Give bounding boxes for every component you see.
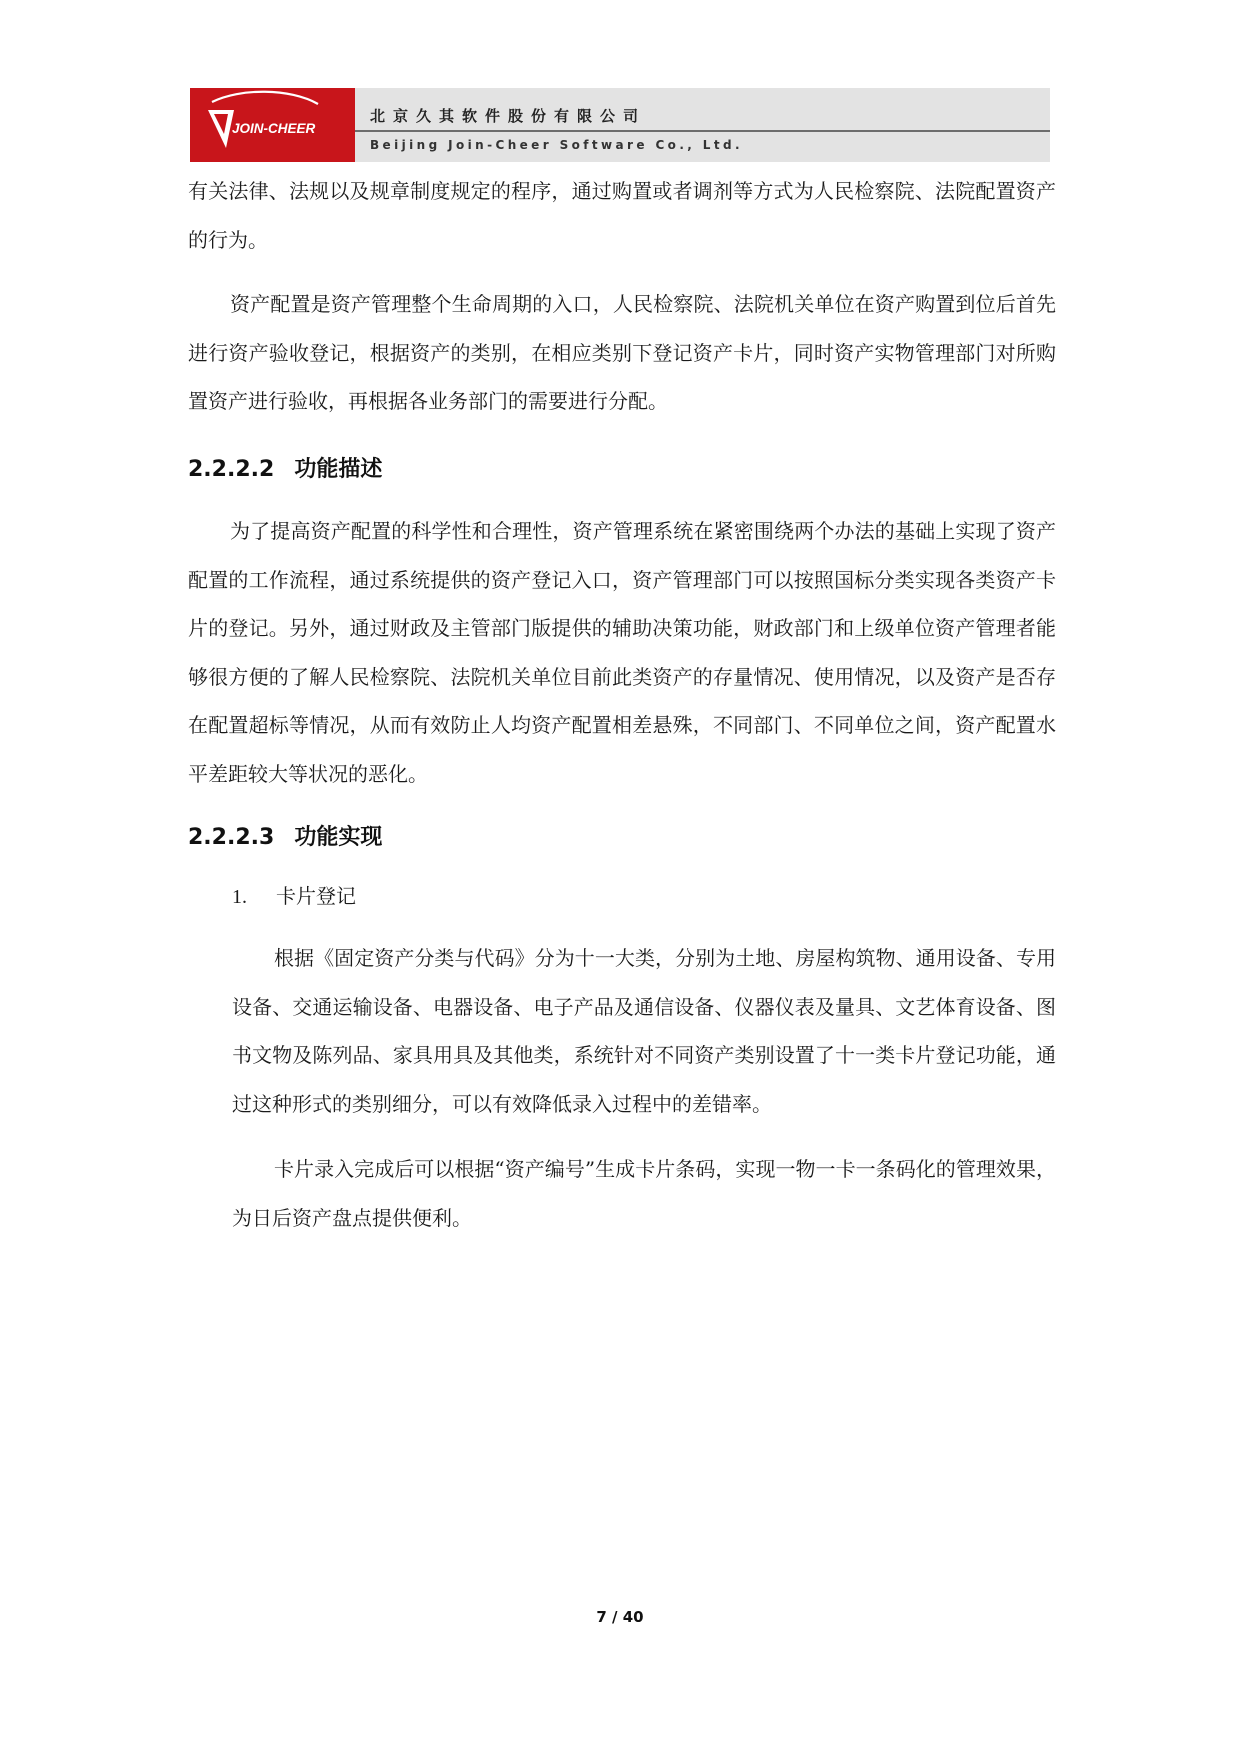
- paragraph-function-description: 为了提高资产配置的科学性和合理性，资产管理系统在紧密围绕两个办法的基础上实现了资产配置的工作流程，通过系统提供的资产登记入口，资产管理部门可以按照国标分类实现各类资产卡片的登记。另外，通过财政及主管部门版提供的辅助决策功能，财政部门和上级单位资产管理者能够很方便的了解人民检察院、法院机关单位目前此类资产的存量情况、使用情况，以及资产是否存在配置超标等情况，从而有效防止人均资产配置相差悬殊，不同部门、不同单位之间，资产配置水平差距较大等状况的恶化。: [188, 519, 1056, 786]
- section-title: 功能描述: [294, 457, 383, 482]
- paragraph-config-definition: 有关法律、法规以及规章制度规定的程序，通过购置或者调剂等方式为人民检察院、法院配置资产的行为。: [188, 179, 1056, 252]
- header-rule: [355, 130, 1050, 132]
- paragraph-config-lifecycle: 资产配置是资产管理整个生命周期的入口，人民检察院、法院机关单位在资产购置到位后首先进行资产验收登记，根据资产的类别，在相应类别下登记资产卡片，同时资产实物管理部门对所购置资产进行验收，再根据各业务部门的需要进行分配。: [188, 292, 1056, 413]
- company-name-english: Beijing Join-Cheer Software Co., Ltd.: [370, 138, 743, 152]
- section-number: 2.2.2.3: [188, 825, 275, 850]
- page-number: 7 / 40: [596, 1608, 644, 1626]
- paragraph-card-barcode: 卡片录入完成后可以根据“资产编号”生成卡片条码，实现一物一卡一条码化的管理效果，为日后资产盘点提供便利。: [232, 1157, 1056, 1230]
- paragraph-card-categories: 根据《固定资产分类与代码》分为十一大类，分别为土地、房屋构筑物、通用设备、专用设备、交通运输设备、电器设备、电子产品及通信设备、仪器仪表及量具、文艺体育设备、图书文物及陈列品、家具用具及其他类，系统针对不同资产类别设置了十一类卡片登记功能，通过这种形式的类别细分，可以有效降低录入过程中的差错率。: [232, 946, 1056, 1116]
- logo-text: JOIN-CHEER: [232, 121, 316, 136]
- logo-swoosh-icon: [190, 88, 355, 162]
- page-header: [190, 88, 1050, 162]
- company-name-chinese: 北京久其软件股份有限公司: [370, 107, 647, 125]
- section-heading-function-description: [188, 452, 382, 483]
- section-number: 2.2.2.2: [188, 457, 275, 482]
- company-logo: [190, 88, 355, 162]
- section-title: 功能实现: [294, 825, 383, 850]
- list-item-card-registration: [232, 880, 356, 909]
- section-heading-function-implementation: [188, 820, 382, 851]
- list-marker: 1.: [232, 886, 247, 908]
- list-item-label: 卡片登记: [276, 884, 356, 908]
